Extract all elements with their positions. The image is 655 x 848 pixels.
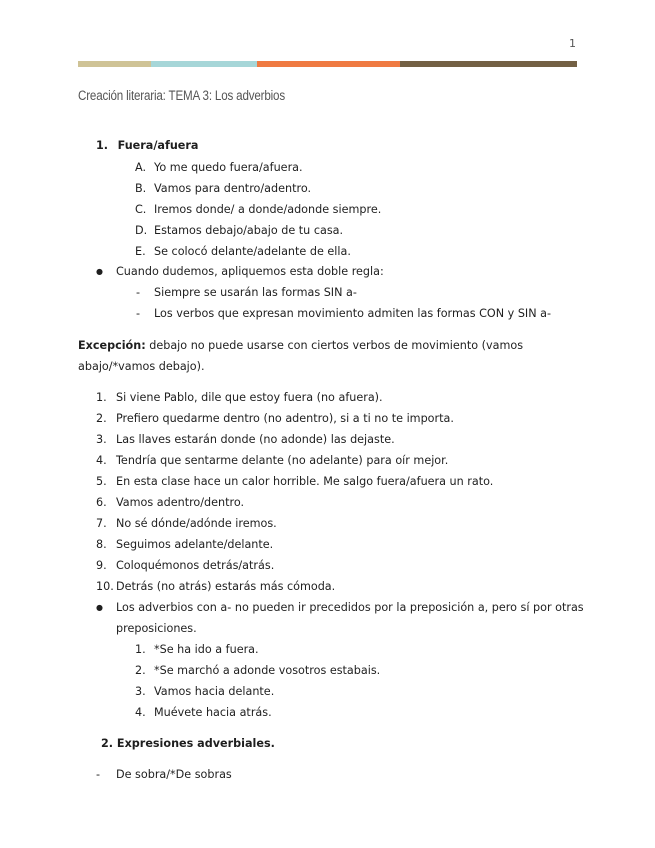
list-marker: 10. (96, 580, 114, 593)
list-marker: A. (135, 161, 147, 174)
list-marker: 6. (96, 496, 107, 509)
list-item-text: Vamos adentro/dentro. (116, 496, 245, 509)
preposition-note-item (96, 598, 584, 620)
rule-segment-orange (257, 61, 400, 67)
rule-intro-list-item (96, 262, 384, 284)
list-item-text: Siempre se usarán las formas SIN a- (154, 286, 357, 299)
list-marker: 8. (96, 538, 107, 551)
section-number: 1. (96, 139, 109, 152)
list-marker: - (136, 307, 141, 320)
exception-text-1: debajo no puede usarse con ciertos verbos de movimiento (vamos (145, 339, 524, 352)
rule-segment-teal (151, 61, 257, 67)
rule-segment-brown (400, 61, 577, 67)
list-marker: E. (135, 245, 146, 258)
list-item-text: Si viene Pablo, dile que estoy fuera (no afuera). (116, 391, 383, 404)
list-item-text: Detrás (no atrás) estarás más cómoda. (116, 580, 336, 593)
rule-segment-tan (78, 61, 151, 67)
list-marker: C. (135, 203, 147, 216)
list-item-text: Estamos debajo/abajo de tu casa. (154, 224, 344, 237)
list-marker: 7. (96, 517, 107, 530)
document-header-title: Creación literaria: TEMA 3: Los adverbios (78, 88, 285, 103)
preposition-note-line-2: preposiciones. (116, 622, 197, 635)
list-marker: - (96, 768, 101, 781)
list-item-text: Iremos donde/ a donde/adonde siempre. (154, 203, 382, 216)
list-item-text: Coloquémonos detrás/atrás. (116, 559, 275, 572)
list-item-text: Seguimos adelante/delante. (116, 538, 274, 551)
list-marker: 2. (96, 412, 107, 425)
bullet-icon: ● (96, 603, 103, 612)
list-marker: 1. (96, 391, 107, 404)
list-marker: 4. (135, 706, 146, 719)
list-item-text: Vamos para dentro/adentro. (154, 182, 312, 195)
preposition-note-line-1: Los adverbios con a- no pueden ir precedidos por la preposición a, pero sí por otras (116, 601, 584, 614)
list-item-text: Yo me quedo fuera/afuera. (154, 161, 303, 174)
list-item-text: Muévete hacia atrás. (154, 706, 272, 719)
list-marker: 5. (96, 475, 107, 488)
list-marker: 2. (135, 664, 146, 677)
list-marker: 4. (96, 454, 107, 467)
list-item-text: Vamos hacia delante. (154, 685, 275, 698)
list-item-text: Prefiero quedarme dentro (no adentro), si a ti no te importa. (116, 412, 454, 425)
list-item-text: En esta clase hace un calor horrible. Me salgo fuera/afuera un rato. (116, 475, 494, 488)
list-item-text: Se colocó delante/adelante de ella. (154, 245, 351, 258)
list-item-text: Tendría que sentarme delante (no adelante) para oír mejor. (116, 454, 449, 467)
section-title: Fuera/afuera (117, 139, 199, 152)
list-marker: 3. (135, 685, 146, 698)
exception-label: Excepción: (78, 339, 146, 352)
list-item-text: *Se ha ido a fuera. (154, 643, 259, 656)
list-marker: D. (135, 224, 148, 237)
list-marker: B. (135, 182, 147, 195)
list-item-text: Los verbos que expresan movimiento admiten las formas CON y SIN a- (154, 307, 552, 320)
list-marker: 9. (96, 559, 107, 572)
bullet-icon: ● (96, 267, 103, 276)
exception-text-2: abajo/*vamos debajo). (78, 360, 205, 373)
list-item-text: Las llaves estarán donde (no adonde) las dejaste. (116, 433, 395, 446)
exception-paragraph (78, 336, 523, 357)
list-marker: - (136, 286, 141, 299)
list-item-text: De sobra/*De sobras (116, 768, 232, 781)
section-1-heading (96, 136, 198, 157)
page-number: 1 (569, 37, 576, 50)
list-marker: 3. (96, 433, 107, 446)
list-item-text: *Se marchó a adonde vosotros estabais. (154, 664, 381, 677)
rule-intro-text: Cuando dudemos, apliquemos esta doble regla: (116, 265, 384, 278)
list-marker: 1. (135, 643, 146, 656)
list-item-text: No sé dónde/adónde iremos. (116, 517, 277, 530)
section-2-heading: 2. Expresiones adverbiales. (101, 737, 275, 750)
header-color-rule (78, 61, 577, 67)
